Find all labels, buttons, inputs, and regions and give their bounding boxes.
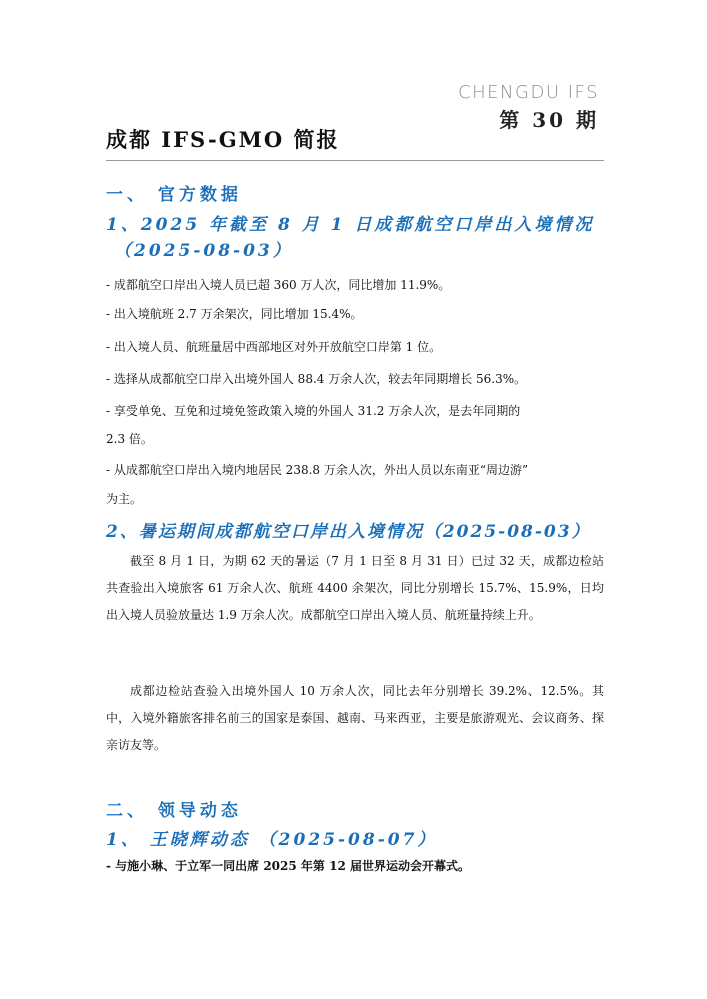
bullet-line: - 享受单免、互免和过境免签政策入境的外国人 31.2 万余人次，是去年同期的 [106, 404, 521, 418]
section-heading-leadership: 二、 领导动态 [106, 801, 242, 821]
subheading-summer-travel: 2、暑运期间成都航空口岸出入境情况（2025-08-03） [106, 522, 591, 542]
bullet-line: - 出入境航班 2.7 万余架次，同比增加 15.4%。 [106, 307, 363, 321]
bullet-line: - 成都航空口岸出入境人员已超 360 万人次，同比增加 11.9%。 [106, 278, 451, 292]
brand-logo-text: CHENGDU IFS [458, 82, 599, 103]
title-divider [106, 160, 604, 161]
bullet-line: - 选择从成都航空口岸入出境外国人 88.4 万余人次，较去年同期增长 56.3%。 [106, 372, 527, 386]
paragraph: 截至 8 月 1 日，为期 62 天的暑运（7 月 1 日至 8 月 31 日）已过 32 天，成都边检站共查验出入境旅客 61 万余人次、航班 4400 余架次，同比分别增长 15.7%、15.9%，日均出入境人员验放量达 1.9 万余人次。成都航空口岸出入境人员、航班量持续上升。 [106, 554, 604, 622]
page-title: 成都 IFS-GMO 简报 [106, 127, 340, 152]
section-heading-official-data: 一、 官方数据 [106, 185, 242, 205]
bullet-line: 为主。 [106, 492, 143, 506]
issue-number: 第 30 期 [499, 108, 599, 132]
bullet-line: - 出入境人员、航班量居中西部地区对外开放航空口岸第 1 位。 [106, 340, 442, 354]
bullet-line: 2.3 倍。 [106, 432, 153, 446]
bullet-line: - 从成都航空口岸出入境内地居民 238.8 万余人次，外出人员以东南亚“周边游” [106, 463, 529, 477]
subheading-airport-stats-line1: 1、2025 年截至 8 月 1 日成都航空口岸出入境情况 [106, 215, 595, 235]
paragraph: 成都边检站查验入出境外国人 10 万余人次，同比去年分别增长 39.2%、12.5%。其中，入境外籍旅客排名前三的国家是泰国、越南、马来西亚，主要是旅游观光、会议商务、探亲访友等。 [106, 684, 604, 752]
subheading-wang-xiaohui: 1、 王晓辉动态 （2025-08-07） [106, 830, 438, 850]
subheading-airport-stats-line2: （2025-08-03） [114, 241, 293, 261]
bullet-line: - 与施小琳、于立军一同出席 2025 年第 12 届世界运动会开幕式。 [106, 859, 470, 873]
